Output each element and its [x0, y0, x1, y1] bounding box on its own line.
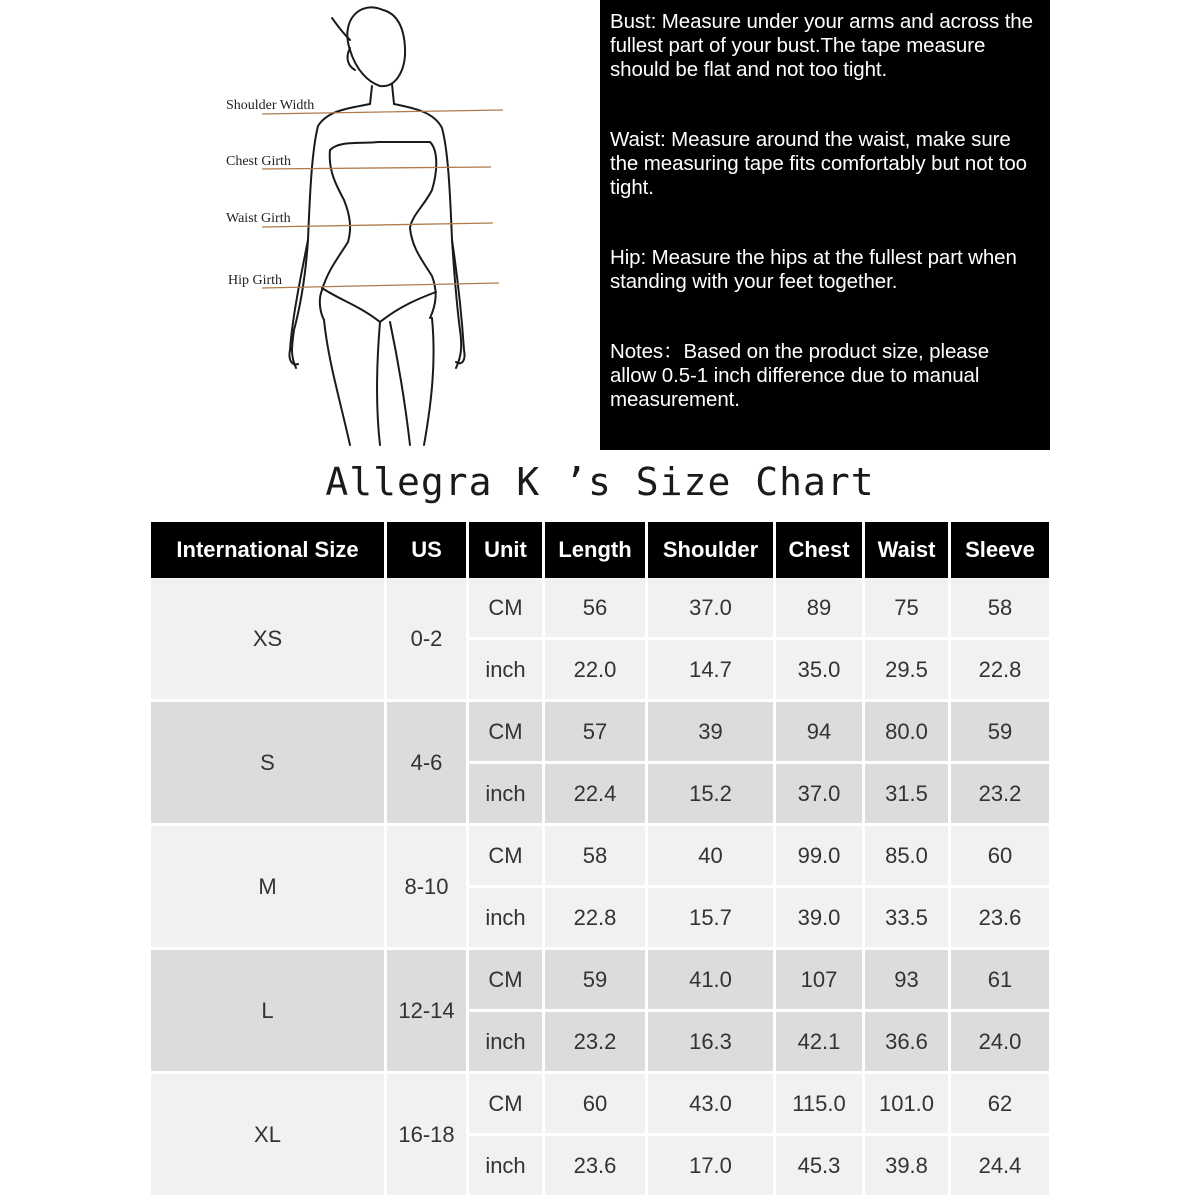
body-measurement-figure: [200, 0, 540, 450]
measurement-cell: 39: [648, 702, 776, 764]
size-chart-table: [151, 522, 1049, 1198]
measurement-cell: 23.2: [951, 764, 1049, 826]
measurement-cell: 15.7: [648, 888, 776, 950]
measurement-cell: 22.4: [545, 764, 648, 826]
international-size-cell: S: [151, 702, 387, 826]
measurement-cell: 59: [951, 702, 1049, 764]
size-chart-title: Allegra K ’s Size Chart: [325, 460, 875, 504]
measurement-cell: 80.0: [865, 702, 951, 764]
measurement-cell: 15.2: [648, 764, 776, 826]
measurement-cell: 36.6: [865, 1012, 951, 1074]
waist-instruction: Waist: Measure around the waist, make sure the measuring tape fits comfortably but not too tight.: [610, 128, 1027, 199]
measurement-cell: 39.0: [776, 888, 865, 950]
measurement-cell: 35.0: [776, 640, 865, 702]
measurement-cell: 42.1: [776, 1012, 865, 1074]
column-header: Unit: [469, 522, 545, 578]
measurement-cell: 23.6: [951, 888, 1049, 950]
hip-instruction: Hip: Measure the hips at the fullest part when standing with your feet together.: [610, 246, 1017, 293]
shoulder-width-label: Shoulder Width: [226, 98, 315, 113]
unit-cell: inch: [469, 640, 545, 702]
measurement-guide: [600, 0, 1050, 450]
notes-instruction: Notes：Based on the product size, please allow 0.5-1 inch difference due to manual measurement.: [610, 340, 989, 411]
measurement-cell: 23.2: [545, 1012, 648, 1074]
measurement-cell: 60: [951, 826, 1049, 888]
international-size-cell: L: [151, 950, 387, 1074]
table-row: [151, 950, 1049, 1012]
column-header: Chest: [776, 522, 865, 578]
measurement-cell: 17.0: [648, 1136, 776, 1198]
column-header: Sleeve: [951, 522, 1049, 578]
measurement-cell: 59: [545, 950, 648, 1012]
waist-girth-label: Waist Girth: [226, 211, 291, 226]
measurement-cell: 107: [776, 950, 865, 1012]
measurement-cell: 41.0: [648, 950, 776, 1012]
measurement-cell: 37.0: [776, 764, 865, 826]
column-header: US: [387, 522, 469, 578]
measurement-cell: 75: [865, 578, 951, 640]
us-size-cell: 12-14: [387, 950, 469, 1074]
measurement-cell: 31.5: [865, 764, 951, 826]
measurement-cell: 60: [545, 1074, 648, 1136]
measurement-cell: 22.0: [545, 640, 648, 702]
unit-cell: CM: [469, 1074, 545, 1136]
hip-girth-label: Hip Girth: [228, 273, 283, 288]
measurement-cell: 29.5: [865, 640, 951, 702]
international-size-cell: XL: [151, 1074, 387, 1198]
unit-cell: CM: [469, 702, 545, 764]
measurement-cell: 56: [545, 578, 648, 640]
column-header: Waist: [865, 522, 951, 578]
table-row: [151, 702, 1049, 764]
measurement-cell: 58: [545, 826, 648, 888]
table-row: [151, 826, 1049, 888]
measurement-cell: 61: [951, 950, 1049, 1012]
measurement-cell: 37.0: [648, 578, 776, 640]
measurement-cell: 24.4: [951, 1136, 1049, 1198]
measurement-cell: 22.8: [951, 640, 1049, 702]
us-size-cell: 16-18: [387, 1074, 469, 1198]
measurement-cell: 94: [776, 702, 865, 764]
column-header: Shoulder: [648, 522, 776, 578]
measurement-cell: 33.5: [865, 888, 951, 950]
measurement-cell: 40: [648, 826, 776, 888]
unit-cell: inch: [469, 1012, 545, 1074]
us-size-cell: 4-6: [387, 702, 469, 826]
measurement-cell: 93: [865, 950, 951, 1012]
measurement-cell: 16.3: [648, 1012, 776, 1074]
female-silhouette-illustration: [200, 0, 540, 450]
table-row: [151, 578, 1049, 640]
measurement-cell: 89: [776, 578, 865, 640]
column-header: Length: [545, 522, 648, 578]
column-header: International Size: [151, 522, 387, 578]
international-size-cell: XS: [151, 578, 387, 702]
unit-cell: CM: [469, 826, 545, 888]
measurement-cell: 22.8: [545, 888, 648, 950]
unit-cell: inch: [469, 764, 545, 826]
measurement-cell: 45.3: [776, 1136, 865, 1198]
chest-girth-label: Chest Girth: [226, 154, 291, 169]
unit-cell: inch: [469, 1136, 545, 1198]
measurement-cell: 99.0: [776, 826, 865, 888]
us-size-cell: 8-10: [387, 826, 469, 950]
international-size-cell: M: [151, 826, 387, 950]
measurement-cell: 14.7: [648, 640, 776, 702]
table-row: [151, 1074, 1049, 1136]
measurement-cell: 115.0: [776, 1074, 865, 1136]
measurement-cell: 85.0: [865, 826, 951, 888]
unit-cell: CM: [469, 578, 545, 640]
bust-instruction: Bust: Measure under your arms and across the fullest part of your bust.The tape measure should be flat and not too tight.: [610, 10, 1033, 81]
table-header: [151, 522, 1049, 578]
measurement-cell: 101.0: [865, 1074, 951, 1136]
measurement-cell: 24.0: [951, 1012, 1049, 1074]
measurement-cell: 43.0: [648, 1074, 776, 1136]
measurement-cell: 57: [545, 702, 648, 764]
unit-cell: CM: [469, 950, 545, 1012]
measurement-cell: 23.6: [545, 1136, 648, 1198]
unit-cell: inch: [469, 888, 545, 950]
measurement-cell: 62: [951, 1074, 1049, 1136]
measurement-cell: 58: [951, 578, 1049, 640]
us-size-cell: 0-2: [387, 578, 469, 702]
measurement-cell: 39.8: [865, 1136, 951, 1198]
